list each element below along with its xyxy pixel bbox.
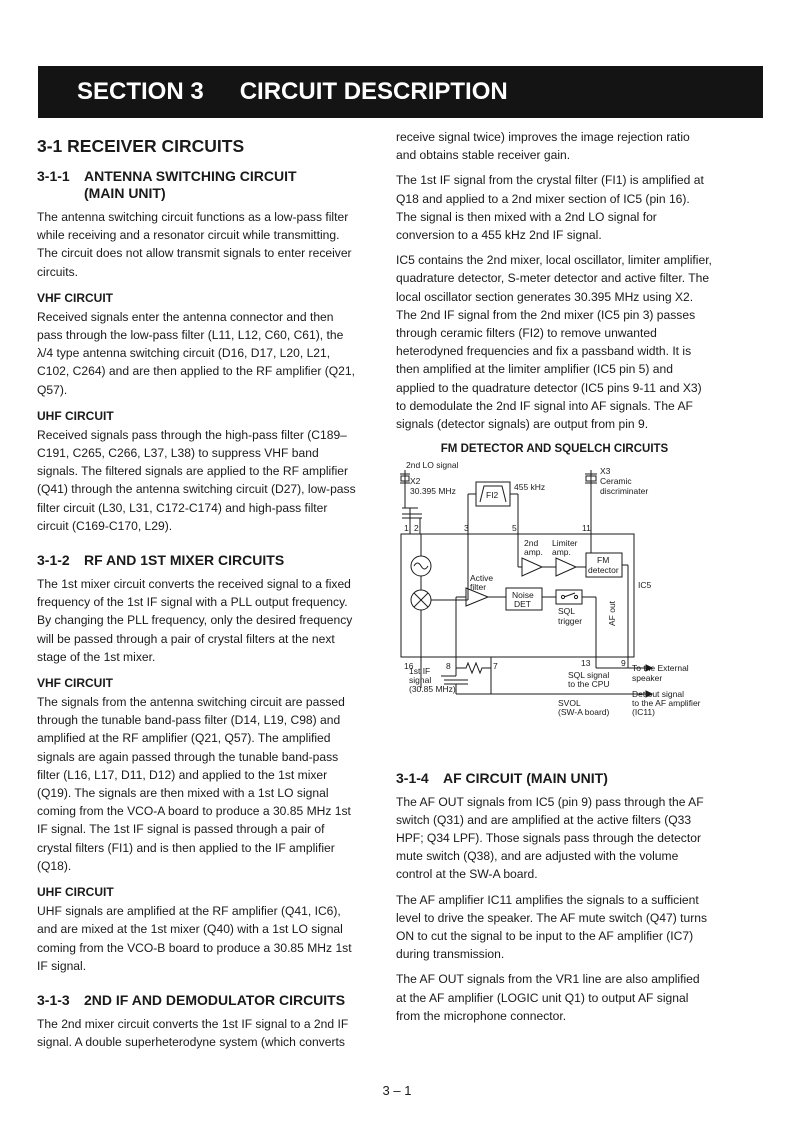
heading-number: 3-1-4 (396, 769, 429, 786)
heading-number: 3-1-2 (37, 552, 70, 569)
label-noise: Noise (512, 590, 534, 601)
label-svol: SVOL (558, 698, 581, 709)
heading-number: 3-1-1 (37, 168, 70, 184)
section-banner (38, 66, 763, 118)
subheading-uhf: UHF CIRCUIT (37, 885, 114, 900)
label-amp-2: amp. (552, 547, 571, 558)
pin-16: 16 (404, 661, 414, 672)
label-limiter: Limiter (552, 538, 578, 549)
fm-detector-squelch-diagram (396, 458, 713, 726)
paragraph: The antenna switching circuit functions as a low-pass filter while receiving and a resonator circuit while transmitting. The circuit does not allow transmit signals to enter receiver circuits. (37, 210, 352, 279)
section-title: CIRCUIT DESCRIPTION (239, 78, 508, 105)
right-column (396, 128, 713, 1032)
subheading-vhf: VHF CIRCUIT (37, 290, 113, 305)
diagram-title: FM DETECTOR AND SQUELCH CIRCUITS (440, 443, 669, 456)
label-x3: X3 (600, 466, 611, 477)
heading-3-1-3 (37, 992, 358, 1009)
label-sql-signal: SQL signal (568, 670, 610, 681)
label-fi2: FI2 (486, 490, 499, 501)
pin-3: 3 (464, 523, 469, 534)
label-x2: X2 (410, 476, 421, 487)
section-number: SECTION 3 (77, 78, 204, 105)
label-x2-freq: 30.395 MHz (410, 486, 456, 497)
paragraph: The AF OUT signals from the VR1 line are also amplified at the AF amplifier (LOGIC unit Q1) to output AF signal from the microphone connector. (396, 972, 700, 1023)
heading-number: 3-1-3 (37, 991, 70, 1008)
label-to-cpu: to the CPU (568, 679, 610, 690)
heading-text: AF CIRCUIT (MAIN UNIT) (443, 769, 608, 786)
pin-13: 13 (581, 658, 591, 669)
label-2nd: 2nd (524, 538, 539, 549)
subheading-uhf: UHF CIRCUIT (37, 408, 114, 423)
amp-2-symbol (556, 558, 576, 576)
label-active: Active (470, 573, 494, 584)
pin-8: 8 (446, 661, 451, 672)
paragraph: The AF amplifier IC11 amplifies the signals to a sufficient level to drive the speaker. The AF mute switch (Q47) turns ON to cut the signal to be input to the AF amplifier (IC7) during transmission. (396, 892, 707, 962)
label-detector: detector (588, 565, 619, 576)
heading-text: RF AND 1ST MIXER CIRCUITS (84, 552, 285, 569)
subheading-vhf: VHF CIRCUIT (37, 676, 113, 691)
label-2nd-lo: 2nd LO signal (406, 460, 459, 471)
label-af-out: AF out (607, 601, 617, 627)
paragraph: The 1st mixer circuit converts the received signal to a fixed frequency of the 1st IF signal with a PLL output frequency. By changing the PLL frequency, only the desired frequency will be passed through a pair of crystal filters at the next stage of the 1st mixer. (37, 577, 353, 664)
heading-text (84, 168, 297, 202)
label-455khz: 455 kHz (514, 482, 546, 493)
label-fm: FM (597, 555, 610, 566)
paragraph: The signals from the antenna switching circuit are passed through the tunable band-pass filter (D14, L19, C98) and amplified at the RF amplifier (Q21, Q57). The amplified signals are again passed through the tunable band-pass filter (L16, L17, D11, D12) and applied to the 1st mixer (Q19). The signals are then mixed with a 1st LO signal coming from the VCO-A board to produce a 30.85 MHz 1st IF signal. The 1st IF signal is passed through a pair of crystal filters (FI1) and is then applied to the IF amplifier (Q18). (37, 695, 351, 873)
label-det-out: Det out signal (632, 689, 684, 700)
pin-11: 11 (582, 523, 591, 534)
pin-1: 1 (404, 523, 409, 534)
label-trigger: trigger (558, 616, 583, 627)
label-sql: SQL (558, 606, 576, 617)
paragraph: Received signals pass through the high-pass filter (C189–C191, C265, C266, L37, L38) to suppress VHF band signals. The filtered signals are applied to the RF amplifier (Q41) through the antenna switching circuit (D27), low-pass filter circuit (L30, L31, C172-C174) and high-pass filter circuit (C169-C170, L29). (37, 427, 356, 533)
pin-7: 7 (493, 661, 498, 672)
left-column (37, 128, 358, 1058)
label-det-out-2: to the AF amplifier (632, 698, 701, 709)
pin-5: 5 (512, 523, 517, 534)
paragraph: Received signals enter the antenna connector and then pass through the low-pass filter (L11, L12, C60, C61), the λ/4 type antenna switching circuit (D16, D17, L20, L21, C102, C264) and are then applied to the RF amplifier (Q21, Q57). (37, 309, 355, 397)
pin-9: 9 (621, 658, 626, 669)
label-det-out-3: (IC11) (632, 707, 655, 718)
label-if-signal: signal (409, 675, 432, 686)
label-amp-1: amp. (524, 547, 543, 558)
label-ic5: IC5 (638, 580, 652, 591)
paragraph: The AF OUT signals from IC5 (pin 9) pass through the AF switch (Q31) and are amplified at the active filters (Q33 HPF; Q34 LPF). Those signals pass through the detector mute switch (Q38), and are adjusted with the volume control at the SW-A board. (396, 794, 704, 882)
label-to-external: To the External (632, 663, 689, 674)
amp-1-symbol (522, 558, 542, 576)
heading-3-1-1 (37, 168, 358, 202)
label-swa: (SW-A board) (558, 707, 610, 718)
label-ceramic: Ceramic (600, 476, 632, 487)
heading-line-1: ANTENNA SWITCHING CIRCUIT (84, 168, 297, 184)
label-speaker: speaker (632, 673, 663, 684)
heading-text: 2ND IF AND DEMODULATOR CIRCUITS (84, 991, 346, 1008)
paragraph: receive signal twice) improves the image rejection ratio and obtains stable receiver gain. (396, 130, 690, 163)
paragraph: The 1st IF signal from the crystal filter (FI1) is amplified at Q18 and applied to a 2nd mixer section of IC5 (pin 16). The signal is then mixed with a 2nd LO signal for conversion to a 455 kHz 2nd IF signal. (396, 173, 704, 243)
paragraph: IC5 contains the 2nd mixer, local oscillator, limiter amplifier, quadrature detector, S-meter detector and active filter. The local oscillator section generates 30.395 MHz using X2. The 2nd IF signal from the 2nd mixer (IC5 pin 3) passes through ceramic filters (FI2) to remove unwanted heterodyned frequencies and fix a passband width. It is then amplified at the limiter amplifier (IC5 pin 5) and applied to the quadrature detector (IC5 pins 9-11 and X3) to demodulate the 2nd IF signal into AF signals. The AF signals (detector signals) are output from pin 9. (396, 253, 712, 432)
heading-line-2: (MAIN UNIT) (84, 185, 166, 201)
pin-2: 2 (414, 523, 419, 534)
label-det: DET (514, 599, 531, 610)
heading-3-1-2 (37, 552, 358, 569)
receiver-heading: 3-1 RECEIVER CIRCUITS (37, 136, 245, 156)
label-1st-if: 1st IF (409, 666, 431, 677)
page-number: 3 – 1 (382, 1083, 412, 1098)
label-if-freq: (30.85 MHz) (409, 684, 456, 695)
paragraph: UHF signals are amplified at the RF amplifier (Q41, IC6), and are mixed at the 1st mixer (Q40) with a 1st LO signal coming from the VCO-B board to produce a 30.85 MHz 1st IF signal. (37, 904, 352, 973)
heading-3-1-4 (396, 770, 713, 787)
paragraph: The 2nd mixer circuit converts the 1st IF signal to a 2nd IF signal. A double superheterodyne system (which converts (37, 1016, 349, 1050)
label-filter: filter (470, 582, 487, 593)
label-discriminator: discriminater (600, 486, 649, 497)
